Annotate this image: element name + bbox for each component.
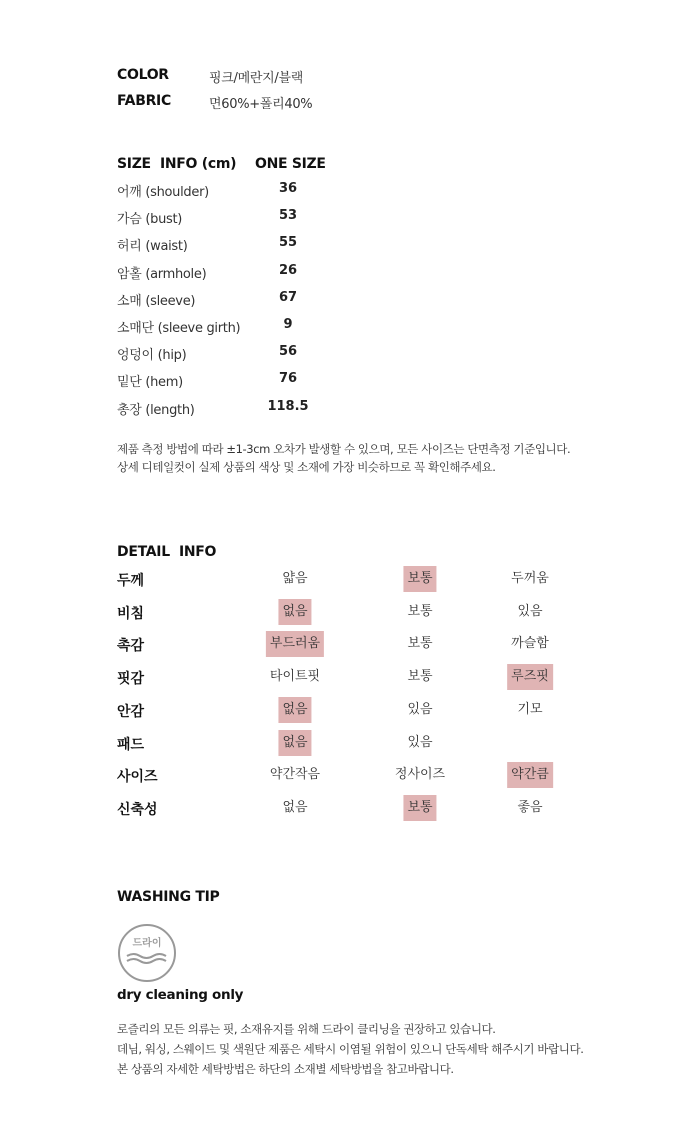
size-row [117, 344, 377, 364]
detail-row-label: 안감 [117, 703, 145, 720]
detail-option: 좋음 [517, 799, 543, 815]
detail-option-selected: 보통 [403, 566, 436, 592]
washing-tip-title: WASHING TIP [117, 889, 220, 905]
detail-option-selected: 없음 [278, 730, 311, 756]
size-row-name: 허리 (waist) [117, 239, 188, 255]
detail-row-label: 비침 [117, 605, 145, 622]
size-row-name: 엉덩이 (hip) [117, 348, 187, 364]
detail-option-selected: 보통 [403, 795, 436, 821]
detail-option: 두꺼움 [511, 571, 549, 586]
size-column-header: ONE SIZE [255, 156, 326, 172]
detail-option: 보통 [407, 603, 433, 619]
size-row-name: 소매 (sleeve) [117, 293, 196, 309]
size-row-value: 67 [278, 289, 298, 305]
size-row [117, 290, 377, 310]
size-note-1: 제품 측정 방법에 따라 ±1-3cm 오차가 발생할 수 있으며, 모든 사이즈는 단면측정 기준입니다. [117, 442, 571, 456]
color-value: 핑크/메란지/블랙 [209, 71, 303, 86]
size-row [117, 371, 377, 391]
detail-row [117, 730, 597, 756]
detail-row-label: 패드 [117, 736, 145, 753]
size-row [117, 208, 377, 228]
detail-option: 보통 [407, 669, 433, 685]
size-row-name: 가슴 (bust) [117, 212, 183, 228]
fabric-value: 면60%+폴리40% [209, 97, 313, 112]
size-row-name: 총장 (length) [117, 402, 195, 418]
washing-line-1: 로즐리의 모든 의류는 핏, 소재유지를 위해 드라이 클리닝을 권장하고 있습니다. [117, 1022, 496, 1036]
washing-line-3: 본 상품의 자세한 세탁방법은 하단의 소재별 세탁방법을 참고바랍니다. [117, 1062, 454, 1076]
detail-option-selected: 부드러움 [266, 631, 324, 657]
detail-row [117, 697, 597, 723]
size-row-value: 76 [278, 371, 298, 387]
size-row-name: 어깨 (shoulder) [117, 185, 209, 200]
detail-info-title: DETAIL INFO [117, 544, 217, 560]
size-note-2: 상세 디테일컷이 실제 상품의 색상 및 소재에 가장 비슷하므로 꼭 확인해주세요. [117, 460, 496, 474]
detail-option: 있음 [517, 603, 543, 619]
dry-clean-icon-text: 드라이 [132, 938, 162, 949]
washing-caption: dry cleaning only [117, 987, 244, 1003]
detail-row-label: 두께 [117, 573, 145, 589]
detail-row [117, 795, 597, 821]
detail-option: 기모 [517, 701, 543, 717]
size-row-name: 밑단 (hem) [117, 375, 183, 391]
detail-option: 없음 [282, 799, 308, 815]
detail-option: 까슬함 [511, 636, 549, 652]
color-label: COLOR [117, 67, 169, 83]
detail-option: 있음 [407, 701, 433, 717]
size-row [117, 235, 377, 255]
size-row-value: 9 [283, 317, 293, 332]
size-row-value: 36 [278, 181, 298, 196]
detail-option: 타이트핏 [269, 669, 321, 685]
dry-clean-icon [118, 924, 176, 982]
detail-option: 정사이즈 [394, 767, 446, 783]
detail-row-label: 사이즈 [117, 769, 158, 786]
detail-option-selected: 약간큼 [507, 762, 553, 788]
size-row-name: 소매단 (sleeve girth) [117, 321, 241, 336]
detail-row [117, 631, 597, 657]
size-row [117, 263, 377, 283]
detail-row-label: 촉감 [117, 638, 145, 655]
size-row-value: 56 [278, 344, 298, 360]
detail-option: 얇음 [282, 571, 308, 586]
detail-row [117, 566, 597, 592]
detail-row-label: 신축성 [117, 801, 158, 818]
washing-line-2: 데님, 워싱, 스웨이드 및 색원단 제품은 세탁시 이염될 위험이 있으니 단독세탁 해주시기 바랍니다. [117, 1042, 584, 1056]
size-row-value: 55 [278, 235, 298, 251]
size-row [117, 317, 377, 337]
size-row [117, 399, 377, 419]
detail-option-selected: 루즈핏 [507, 664, 553, 690]
detail-row [117, 664, 597, 690]
detail-option: 보통 [407, 636, 433, 652]
size-row-name: 암홀 (armhole) [117, 266, 207, 282]
detail-option-selected: 없음 [278, 599, 311, 625]
detail-option-selected: 없음 [278, 697, 311, 723]
size-row [117, 181, 377, 201]
detail-option: 있음 [407, 734, 433, 750]
detail-row [117, 762, 597, 788]
size-row-value: 118.5 [267, 398, 309, 414]
size-row-value: 26 [278, 262, 298, 278]
fabric-label: FABRIC [117, 93, 171, 109]
detail-option: 약간작음 [269, 767, 321, 783]
detail-row [117, 599, 597, 625]
size-info-title: SIZE INFO (cm) [117, 156, 237, 172]
size-row-value: 53 [278, 208, 298, 224]
detail-row-label: 핏감 [117, 671, 145, 688]
